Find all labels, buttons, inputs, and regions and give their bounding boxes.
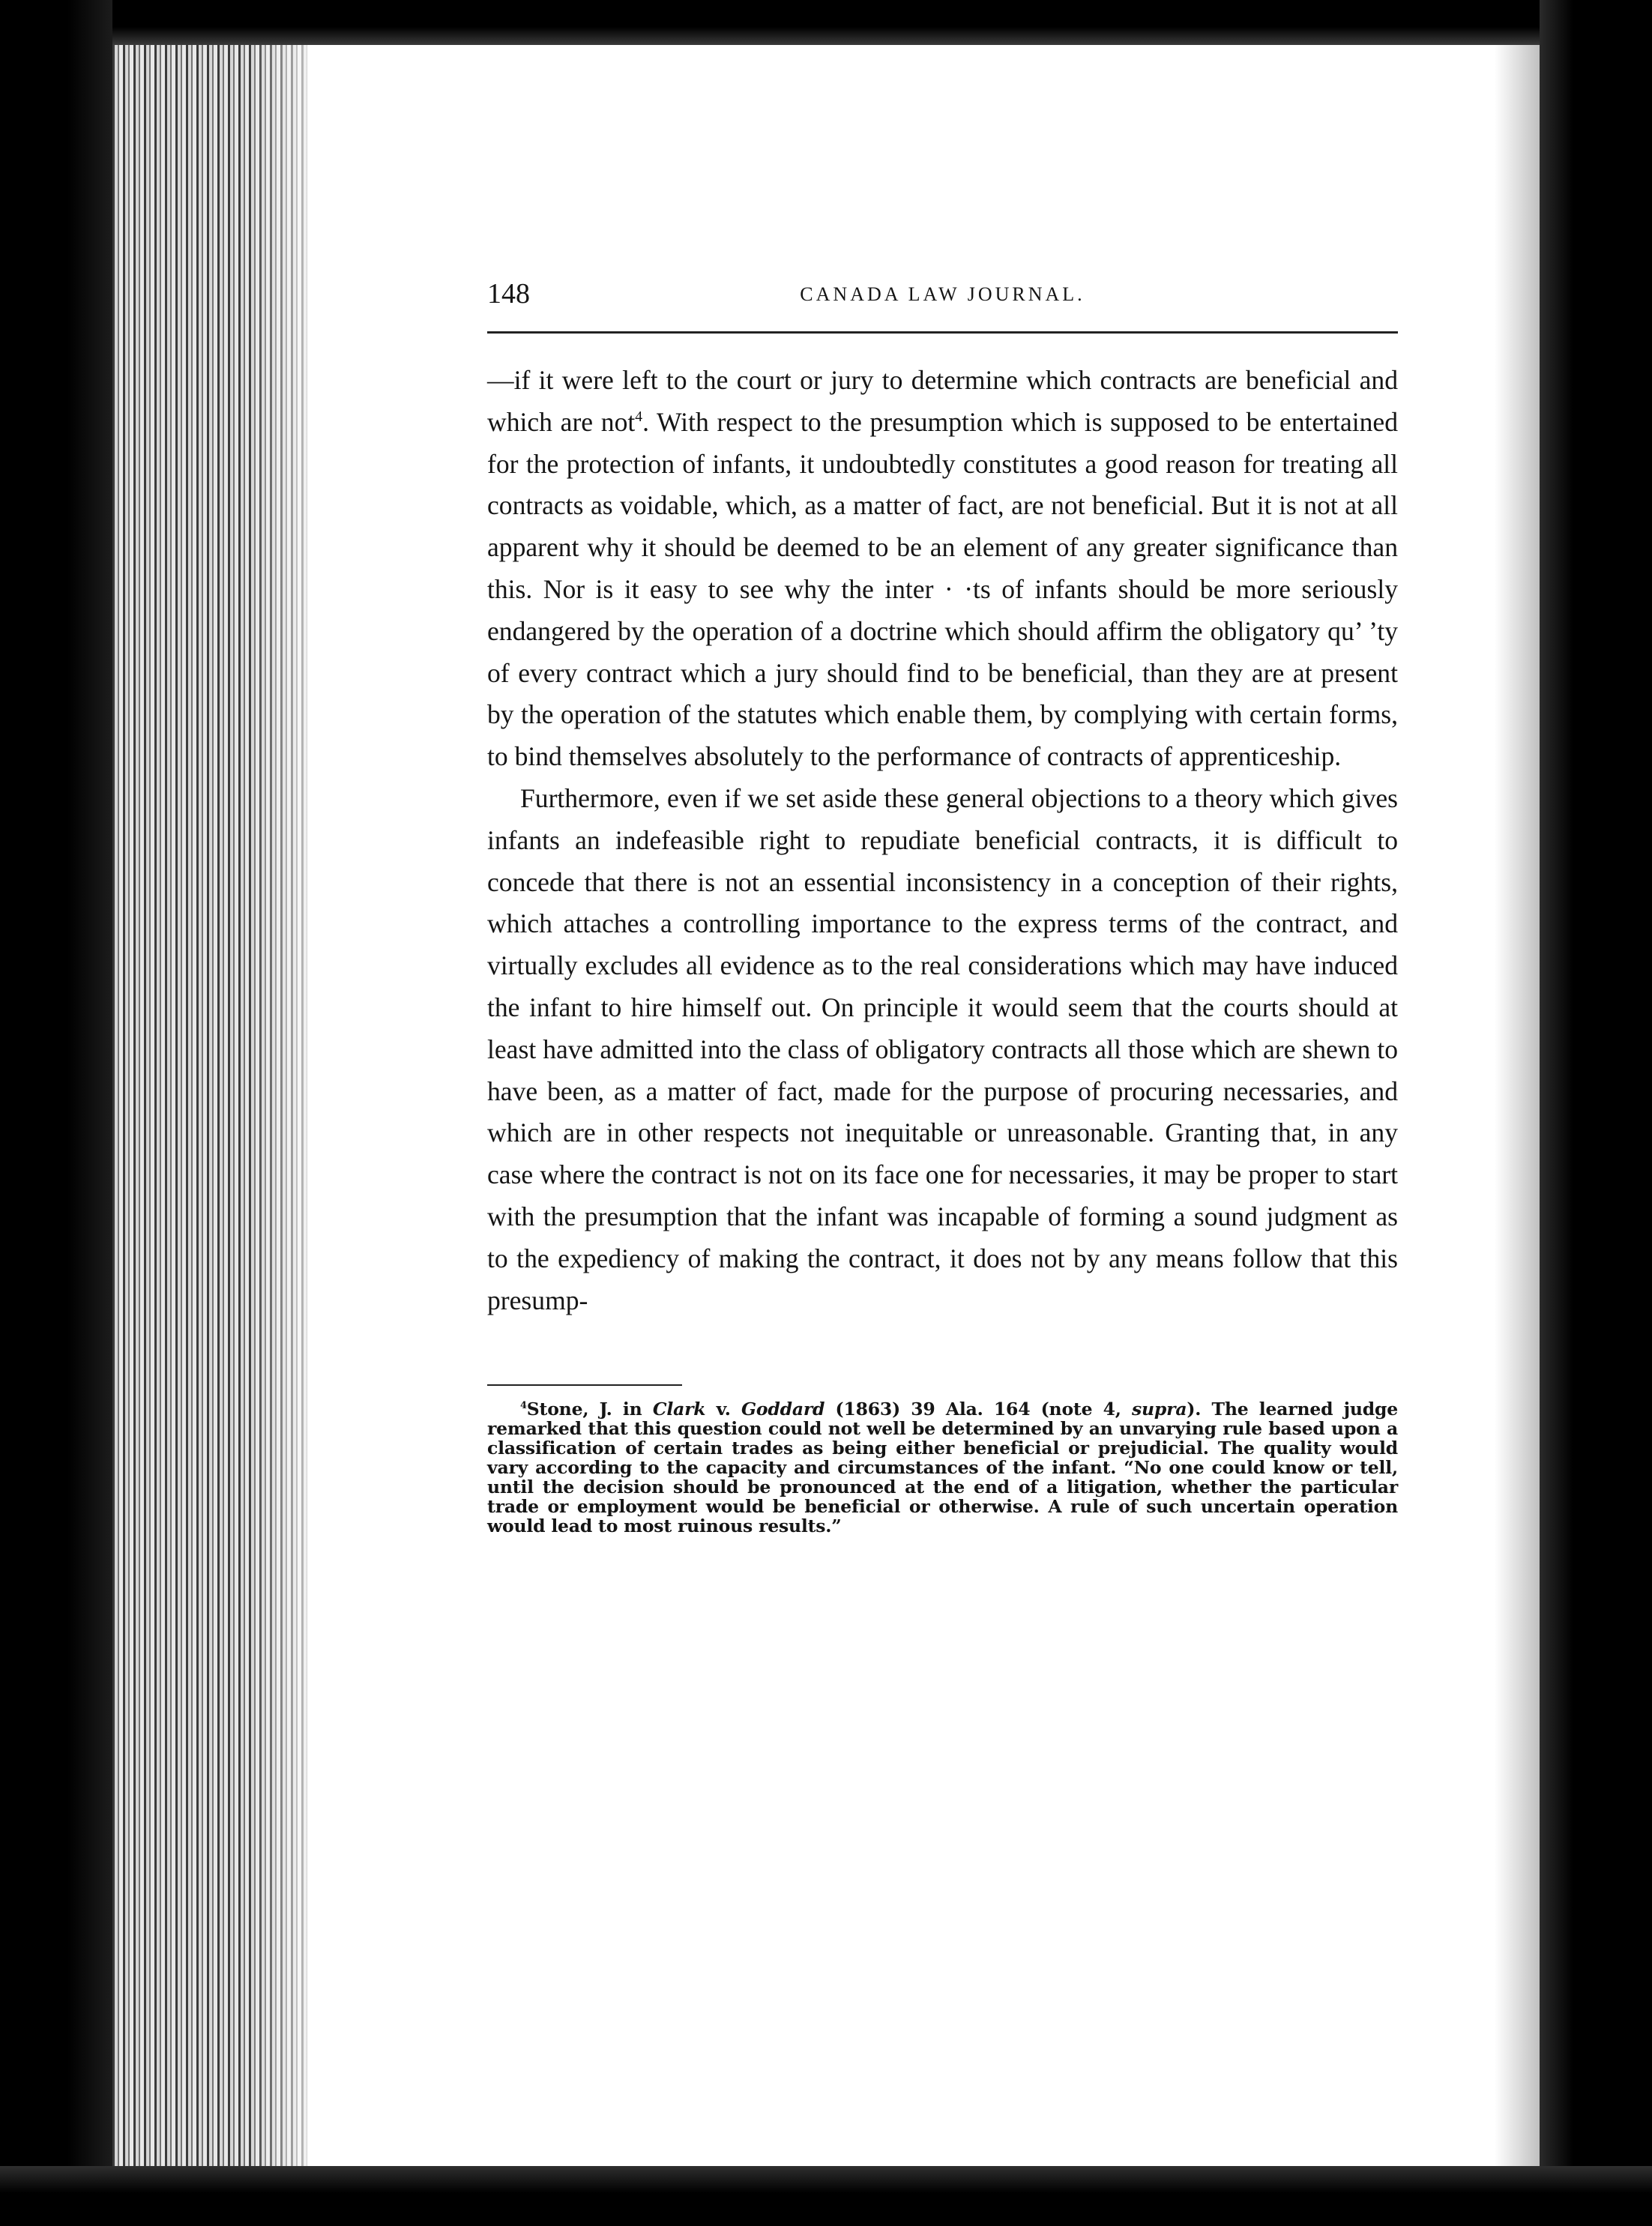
footnote-text-c: (1863) 39 Ala. 164 (note 4,	[825, 1399, 1133, 1420]
paragraph-2: Furthermore, even if we set aside these general objections to a theory which gives infants an indefeasible right to repudiate beneficial contracts, it is difficult to concede that there is not an essential inconsistency in a conception of their rights, which attaches a controlling importance to the express terms of the contract, and virtually excludes all evidence as to the real considerations which may have induced the infant to hire himself out. On principle it would seem that the courts should at least have admitted into the class of obligatory contracts all those which are shewn to have been, as a matter of fact, made for the purpose of procuring necessaries, and which are in other respects not inequitable or unreasonable. Granting that, in any case where the contract is not on its face one for necessaries, it may be proper to start with the presumption that the infant was incapable of forming a sound judgment as to the expediency of making the contract, it does not by any means follow that this presump-	[487, 782, 1398, 1315]
journal-page	[487, 277, 1398, 1536]
running-head: CANADA LAW JOURNAL.	[800, 283, 1085, 305]
footnote-reference: 4	[635, 408, 643, 425]
page-header	[487, 277, 1398, 330]
paragraph-1-continuation: . With respect to the presumption which is supposed to be entertained for the protection of infants, it undoubtedly constitutes a good reason for treating all contracts as voidable, which, as a matter of fact, are not beneficial. But it is not at all apparent why it should be deemed to be an element of any greater significance than this. Nor is it easy to see why the inter · ·ts of infants should be more seriously endangered by the operation of a doctrine which should affirm the obligatory qu’ ’ty of every contract which a jury should find to be beneficial, than they are at present by the operation of the statutes which enable them, by complying with certain forms, to bind themselves absolutely to the performance of contracts of apprenticeship.	[487, 406, 1398, 772]
footnote-case-name-2: Goddard	[741, 1399, 825, 1420]
scan-bottom-edge	[0, 2166, 1652, 2226]
paragraph-1	[487, 360, 1398, 778]
footnote-text	[487, 1399, 1398, 1536]
footnote-marker: 4	[520, 1400, 527, 1412]
paragraph-1-text: —if it were left to the court or jury to determine which contracts are beneficial and which are not	[487, 365, 1398, 437]
footnote-case-name-1: Clark	[652, 1399, 706, 1420]
header-rule	[487, 331, 1398, 334]
page-number: 148	[487, 278, 530, 310]
footnote-rule	[487, 1384, 682, 1386]
scan-right-edge	[1540, 0, 1652, 2226]
scan-left-edge	[0, 0, 112, 2226]
page-right-shadow	[1495, 45, 1540, 2166]
body-text	[487, 360, 1398, 1321]
footnote	[487, 1399, 1398, 1536]
binding-shadow	[247, 45, 337, 2166]
scan-top-edge	[0, 0, 1652, 45]
footnote-text-b: v.	[705, 1399, 742, 1420]
footnote-text-a: Stone, J. in	[526, 1399, 653, 1420]
footnote-text-d: ). The learned judge remarked that this question could not well be determined by an unvarying rule based upon a classification of certain trades as being either beneficial or prejudicial. The quality would vary according to the capacity and circumstances of the infant. “No one could know or tell, until the decision should be pronounced at the end of a litigation, whether the particular trade or employment would be beneficial or otherwise. A rule of such uncertain operation would lead to most ruinous results.”	[487, 1399, 1398, 1537]
footnote-supra: supra	[1132, 1399, 1187, 1420]
